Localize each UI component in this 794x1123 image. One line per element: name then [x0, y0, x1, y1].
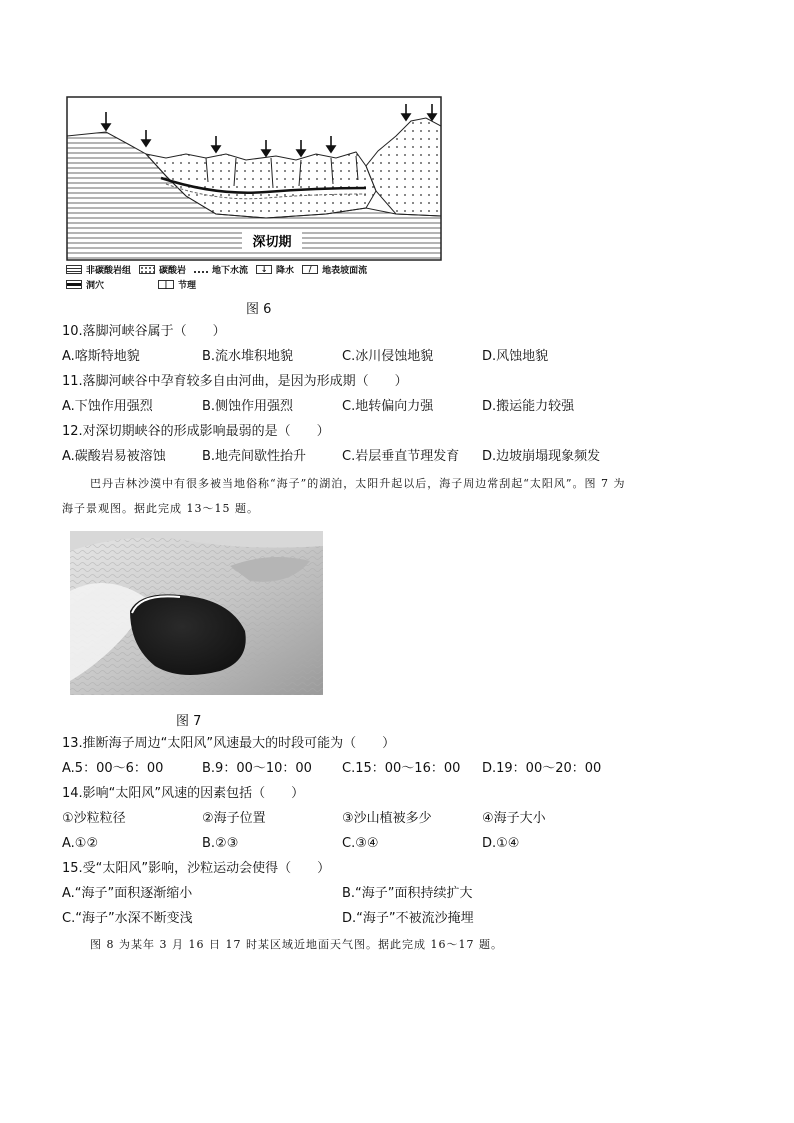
- factor-3: ③沙山植被多少: [342, 811, 432, 826]
- figure-6-caption: 图 6: [246, 302, 272, 317]
- question-13-stem: 13.推断海子周边“太阳风”风速最大的时段可能为（ ）: [62, 736, 396, 751]
- cave-icon: [66, 280, 82, 289]
- question-15-options-row-2: [62, 909, 762, 929]
- option-b[interactable]: B.侧蚀作用强烈: [202, 399, 294, 414]
- option-b[interactable]: B.流水堆积地貌: [202, 349, 294, 364]
- option-a[interactable]: A.①②: [62, 836, 99, 851]
- question-14-factors: [62, 809, 762, 829]
- question-10-options: [62, 347, 762, 367]
- wavy-line-icon: [194, 267, 208, 273]
- option-b[interactable]: B.9：00～10：00: [202, 761, 312, 776]
- question-10-stem: 10.落脚河峡谷属于（ ）: [62, 324, 226, 339]
- figure-7-caption: 图 7: [176, 714, 202, 729]
- factor-4: ④海子大小: [482, 811, 546, 826]
- question-15-options-row-1: [62, 884, 762, 904]
- option-d[interactable]: D.“海子”不被流沙掩埋: [342, 911, 474, 926]
- legend-item: 碳酸岩: [139, 263, 186, 276]
- question-14-options: [62, 834, 762, 854]
- legend-item: ↓ 降水: [256, 263, 294, 276]
- option-c[interactable]: C.“海子”水深不断变浅: [62, 911, 193, 926]
- canyon-cross-section: [66, 96, 442, 261]
- question-12-options: [62, 447, 762, 467]
- option-a[interactable]: A.5：00～6：00: [62, 761, 164, 776]
- question-13-options: [62, 759, 762, 779]
- question-15-stem: 15.受“太阳风”影响，沙粒运动会使得（ ）: [62, 861, 331, 876]
- joint-icon: |: [158, 280, 174, 289]
- legend-item: / 地表坡面流: [302, 263, 367, 276]
- figure-7-photo: [70, 531, 323, 695]
- option-c[interactable]: C.15：00～16：00: [342, 761, 461, 776]
- figure-6-legend: [66, 262, 486, 292]
- option-a[interactable]: A.下蚀作用强烈: [62, 399, 153, 414]
- stage-label: 深切期: [252, 235, 292, 250]
- option-a[interactable]: A.“海子”面积逐渐缩小: [62, 886, 193, 901]
- option-d[interactable]: D.风蚀地貌: [482, 349, 549, 364]
- option-c[interactable]: C.地转偏向力强: [342, 399, 434, 414]
- horizontal-lines-icon: [66, 265, 82, 274]
- slash-icon: /: [302, 265, 318, 274]
- legend-item: 非碳酸岩组: [66, 263, 131, 276]
- factor-2: ②海子位置: [202, 811, 266, 826]
- option-a[interactable]: A.喀斯特地貌: [62, 349, 140, 364]
- legend-item: 洞穴: [66, 278, 104, 291]
- option-a[interactable]: A.碳酸岩易被溶蚀: [62, 449, 166, 464]
- option-d[interactable]: D.19：00～20：00: [482, 761, 602, 776]
- question-11-options: [62, 397, 762, 417]
- option-d[interactable]: D.①④: [482, 836, 520, 851]
- option-c[interactable]: C.冰川侵蚀地貌: [342, 349, 434, 364]
- legend-item: | 节理: [158, 278, 196, 291]
- figure-6-diagram: [66, 96, 442, 261]
- option-b[interactable]: B.地壳间歇性抬升: [202, 449, 307, 464]
- option-c[interactable]: C.岩层垂直节理发育: [342, 449, 460, 464]
- option-d[interactable]: D.边坡崩塌现象频发: [482, 449, 601, 464]
- arrow-down-icon: ↓: [256, 265, 272, 274]
- question-14-stem: 14.影响“太阳风”风速的因素包括（ ）: [62, 786, 305, 801]
- option-b[interactable]: B.②③: [202, 836, 239, 851]
- option-b[interactable]: B.“海子”面积持续扩大: [342, 886, 473, 901]
- passage-line-1: 巴丹吉林沙漠中有很多被当地俗称“海子”的湖泊，太阳升起以后，海子周边常刮起“太阳风”。图 7 为: [90, 477, 626, 490]
- passage-line-2: 海子景观图。据此完成 13～15 题。: [62, 502, 259, 515]
- factor-1: ①沙粒粒径: [62, 811, 126, 826]
- question-12-stem: 12.对深切期峡谷的形成影响最弱的是（ ）: [62, 424, 330, 439]
- desert-lake-photo: [70, 531, 323, 695]
- question-11-stem: 11.落脚河峡谷中孕育较多自由河曲，是因为形成期（ ）: [62, 374, 408, 389]
- legend-item: 地下水流: [194, 263, 248, 276]
- option-d[interactable]: D.搬运能力较强: [482, 399, 575, 414]
- dotted-pattern-icon: [139, 265, 155, 274]
- option-c[interactable]: C.③④: [342, 836, 379, 851]
- passage-line-3: 图 8 为某年 3 月 16 日 17 时某区域近地面天气图。据此完成 16～17 题。: [90, 938, 503, 951]
